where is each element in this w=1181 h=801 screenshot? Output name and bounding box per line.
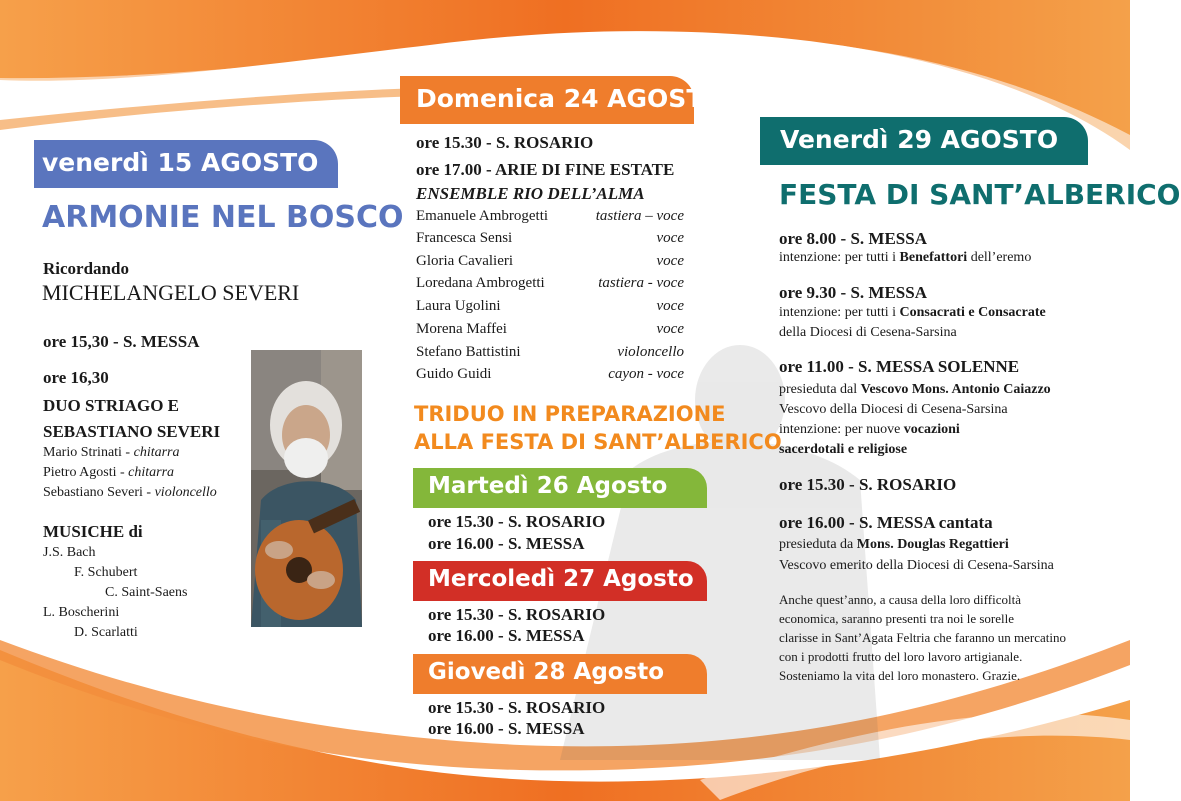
performer-row <box>416 366 684 386</box>
performer-row <box>416 253 684 273</box>
text: intenzione: per tutti i <box>779 305 900 320</box>
e2-time: ore 9.30 - S. MESSA <box>779 283 927 302</box>
mass-time-1: ore 15,30 - S. MESSA <box>43 332 200 351</box>
player-name: Mario Strinati - <box>43 445 134 460</box>
tuesday-rosario: ore 15.30 - S. ROSARIO <box>428 512 606 531</box>
musician-photo <box>251 350 362 627</box>
banner-friday-15 <box>34 140 338 188</box>
wednesday-rosario: ore 15.30 - S. ROSARIO <box>428 605 606 624</box>
tuesday-mass: ore 16.00 - S. MESSA <box>428 534 585 553</box>
e4-time: ore 15.30 - S. ROSARIO <box>779 475 957 494</box>
event-title-armonie: ARMONIE NEL BOSCO <box>42 200 404 235</box>
e5-presided <box>779 537 1009 553</box>
text-bold: vocazioni <box>903 422 960 437</box>
text-bold: Mons. Douglas Regattieri <box>856 537 1009 552</box>
feast-title: FESTA DI SANT’ALBERICO <box>779 178 1181 211</box>
composer: C. Saint-Saens <box>105 585 188 600</box>
player-instrument: chitarra <box>128 465 175 480</box>
sunday-arie: ore 17.00 - ARIE DI FINE ESTATE <box>416 160 675 179</box>
honoree-name: MICHELANGELO SEVERI <box>42 280 300 305</box>
performer-name: Guido Guidi <box>416 366 492 382</box>
e2-diocese: della Diocesi di Cesena-Sarsina <box>779 325 957 340</box>
text-bold: Benefattori <box>899 250 968 265</box>
banner-friday-15-label: venerdì 15 AGOSTO <box>42 148 319 177</box>
performer-role: voce <box>656 298 684 314</box>
banner-thursday-28-label: Giovedì 28 Agosto <box>428 659 665 685</box>
banner-wednesday-27-label: Mercoledì 27 Agosto <box>428 566 694 592</box>
thursday-mass: ore 16.00 - S. MESSA <box>428 719 585 738</box>
performer-role: voce <box>656 253 684 269</box>
note-line: Sosteniamo la vita del loro monastero. Grazie. <box>779 668 1021 683</box>
e1-intention <box>779 250 1031 266</box>
triduo-line-1: TRIDUO IN PREPARAZIONE <box>414 402 726 426</box>
banner-sunday-24 <box>400 76 725 124</box>
performer-role: cayon - voce <box>608 366 684 382</box>
player-row <box>43 445 180 461</box>
note-line: con i prodotti frutto del loro lavoro artigianale. <box>779 649 1023 664</box>
banner-friday-29 <box>760 117 1088 165</box>
player-row <box>43 485 217 501</box>
duo-line-2: SEBASTIANO SEVERI <box>43 422 221 441</box>
note-line: Anche quest’anno, a causa della loro difficoltà <box>779 592 1021 607</box>
performer-row <box>416 298 684 318</box>
performer-role: violoncello <box>617 344 684 360</box>
performer-row <box>416 275 684 295</box>
concert-time: ore 16,30 <box>43 368 109 387</box>
text-bold: Vescovo Mons. Antonio Caiazzo <box>860 382 1051 397</box>
text: presieduta da <box>779 537 857 552</box>
banner-tuesday-26 <box>413 468 707 508</box>
text: dell’eremo <box>967 250 1032 265</box>
duo-line-1: DUO STRIAGO E <box>43 396 180 415</box>
player-name: Sebastiano Severi - <box>43 485 155 500</box>
note-line: clarisse in Sant’Agata Feltria che faranno un mercatino <box>779 630 1066 645</box>
performer-role: voce <box>656 321 684 337</box>
performer-name: Francesca Sensi <box>416 230 513 246</box>
e3-time: ore 11.00 - S. MESSA SOLENNE <box>779 357 1020 376</box>
banner-tuesday-26-label: Martedì 26 Agosto <box>428 473 668 499</box>
note-line: economica, saranno presenti tra noi le sorelle <box>779 611 1014 626</box>
banner-wednesday-27 <box>413 561 707 601</box>
performer-name: Gloria Cavalieri <box>416 253 514 269</box>
music-title: MUSICHE di <box>43 522 143 541</box>
performer-role: tastiera – voce <box>595 208 684 224</box>
text: intenzione: per tutti i <box>779 250 900 265</box>
e5-time: ore 16.00 - S. MESSA cantata <box>779 513 993 532</box>
thursday-rosario: ore 15.30 - S. ROSARIO <box>428 698 606 717</box>
performer-name: Emanuele Ambrogetti <box>416 208 549 224</box>
e5-diocese: Vescovo emerito della Diocesi di Cesena-Sarsina <box>779 558 1054 573</box>
performer-row <box>416 208 684 228</box>
performer-name: Loredana Ambrogetti <box>416 275 545 291</box>
e3-presided <box>779 382 1051 398</box>
text: intenzione: per nuove <box>779 422 904 437</box>
performer-role: voce <box>656 230 684 246</box>
banner-sunday-24-label: Domenica 24 AGOSTO <box>416 84 725 113</box>
performer-name: Morena Maffei <box>416 321 507 337</box>
player-instrument: violoncello <box>154 485 217 500</box>
sunday-rosario: ore 15.30 - S. ROSARIO <box>416 133 594 152</box>
text-bold: Consacrati e Consacrate <box>899 305 1046 320</box>
player-name: Pietro Agosti - <box>43 465 129 480</box>
ensemble-name: ENSEMBLE RIO DELL’ALMA <box>416 184 645 203</box>
e2-intention <box>779 305 1046 321</box>
e1-time: ore 8.00 - S. MESSA <box>779 229 927 248</box>
performer-role: tastiera - voce <box>598 275 684 291</box>
performer-name: Laura Ugolini <box>416 298 501 314</box>
composer: J.S. Bach <box>43 545 96 560</box>
performer-row <box>416 344 684 364</box>
e3-diocese: Vescovo della Diocesi di Cesena-Sarsina <box>779 402 1008 417</box>
composer: F. Schubert <box>74 565 138 580</box>
player-row <box>43 465 174 481</box>
performer-row <box>416 230 684 250</box>
e3-intention <box>779 422 960 438</box>
text: presieduta dal <box>779 382 861 397</box>
composer: D. Scarlatti <box>74 625 138 640</box>
performer-name: Stefano Battistini <box>416 344 521 360</box>
player-instrument: chitarra <box>133 445 180 460</box>
triduo-line-2: ALLA FESTA DI SANT’ALBERICO <box>414 430 782 454</box>
performer-row <box>416 321 684 341</box>
wednesday-mass: ore 16.00 - S. MESSA <box>428 626 585 645</box>
composer: L. Boscherini <box>43 605 120 620</box>
e3-intention-2: sacerdotali e religiose <box>779 442 908 457</box>
banner-thursday-28 <box>413 654 707 694</box>
remember-label: Ricordando <box>43 259 129 278</box>
banner-friday-29-label: Venerdì 29 AGOSTO <box>780 125 1059 154</box>
